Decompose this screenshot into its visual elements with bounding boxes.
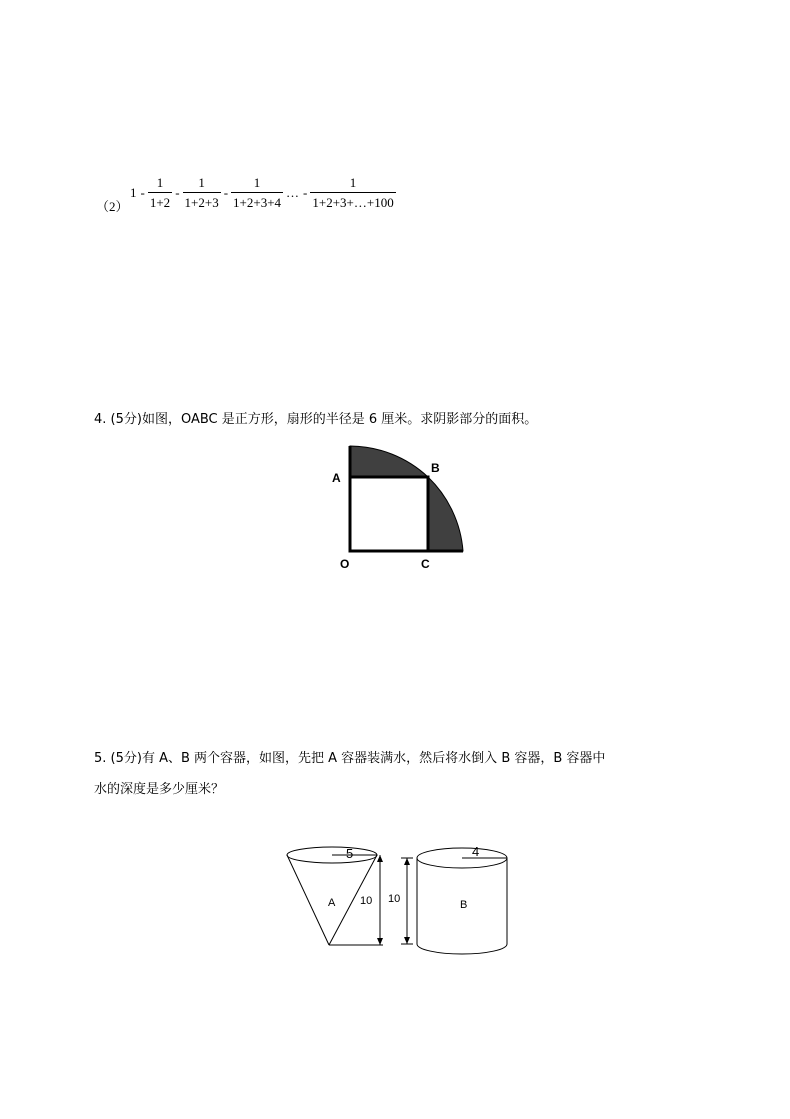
cylinder-label: B [460, 899, 468, 911]
fraction-expression [128, 170, 397, 214]
part-label: （2） [96, 199, 129, 214]
minus-sign: - [303, 184, 308, 200]
cylinder-height-label: 10 [388, 893, 401, 905]
arrow-up-icon [404, 858, 410, 865]
fraction-2 [183, 176, 221, 209]
cone-a [287, 846, 383, 945]
cylinder-b [388, 844, 507, 954]
denominator: 1+2+3 [183, 192, 221, 209]
cylinder-bottom-arc [417, 944, 507, 954]
shaded-region-right [428, 477, 463, 551]
square-oabc [350, 477, 428, 551]
shaded-region-top [350, 446, 428, 477]
label-b: B [431, 461, 440, 475]
ellipsis: … [286, 184, 300, 200]
minus-sign: - [140, 184, 145, 200]
cone-height-label: 10 [360, 895, 373, 907]
minus-sign: - [223, 184, 229, 200]
numerator: 1 [198, 174, 205, 190]
arrow-down-icon [404, 937, 410, 944]
label-a: A [332, 471, 341, 485]
fraction-1 [148, 176, 172, 209]
sector-square-figure [320, 440, 480, 580]
question-4-text: 4. (5分)如图，OABC 是正方形，扇形的半径是 6 厘米。求阴影部分的面积。 [94, 412, 538, 427]
cylinder-radius-label: 4 [472, 844, 480, 859]
leading-one: 1 [130, 184, 137, 200]
arrow-up-icon [377, 855, 383, 862]
cone-left-side [287, 855, 329, 945]
label-c: C [421, 557, 430, 571]
label-o: O [340, 557, 350, 571]
question-5-line-1: 5. (5分)有 A、B 两个容器，如图，先把 A 容器装满水，然后将水倒入 B 容器，B 容器中 [94, 751, 606, 766]
fraction-4 [310, 176, 395, 209]
denominator: 1+2 [148, 192, 172, 209]
denominator: 1+2+3+4 [231, 192, 283, 209]
minus-sign: - [175, 184, 180, 200]
numerator: 1 [156, 174, 164, 190]
fraction-3 [231, 176, 283, 209]
cone-label: A [328, 897, 336, 909]
numerator: 1 [253, 174, 261, 190]
denominator: 1+2+3+…+100 [310, 192, 395, 209]
question-5-line-2: 水的深度是多少厘米？ [94, 782, 225, 797]
numerator: 1 [349, 174, 357, 190]
containers-figure [280, 840, 520, 960]
cone-radius-label: 5 [346, 846, 354, 861]
arrow-down-icon [377, 938, 383, 945]
